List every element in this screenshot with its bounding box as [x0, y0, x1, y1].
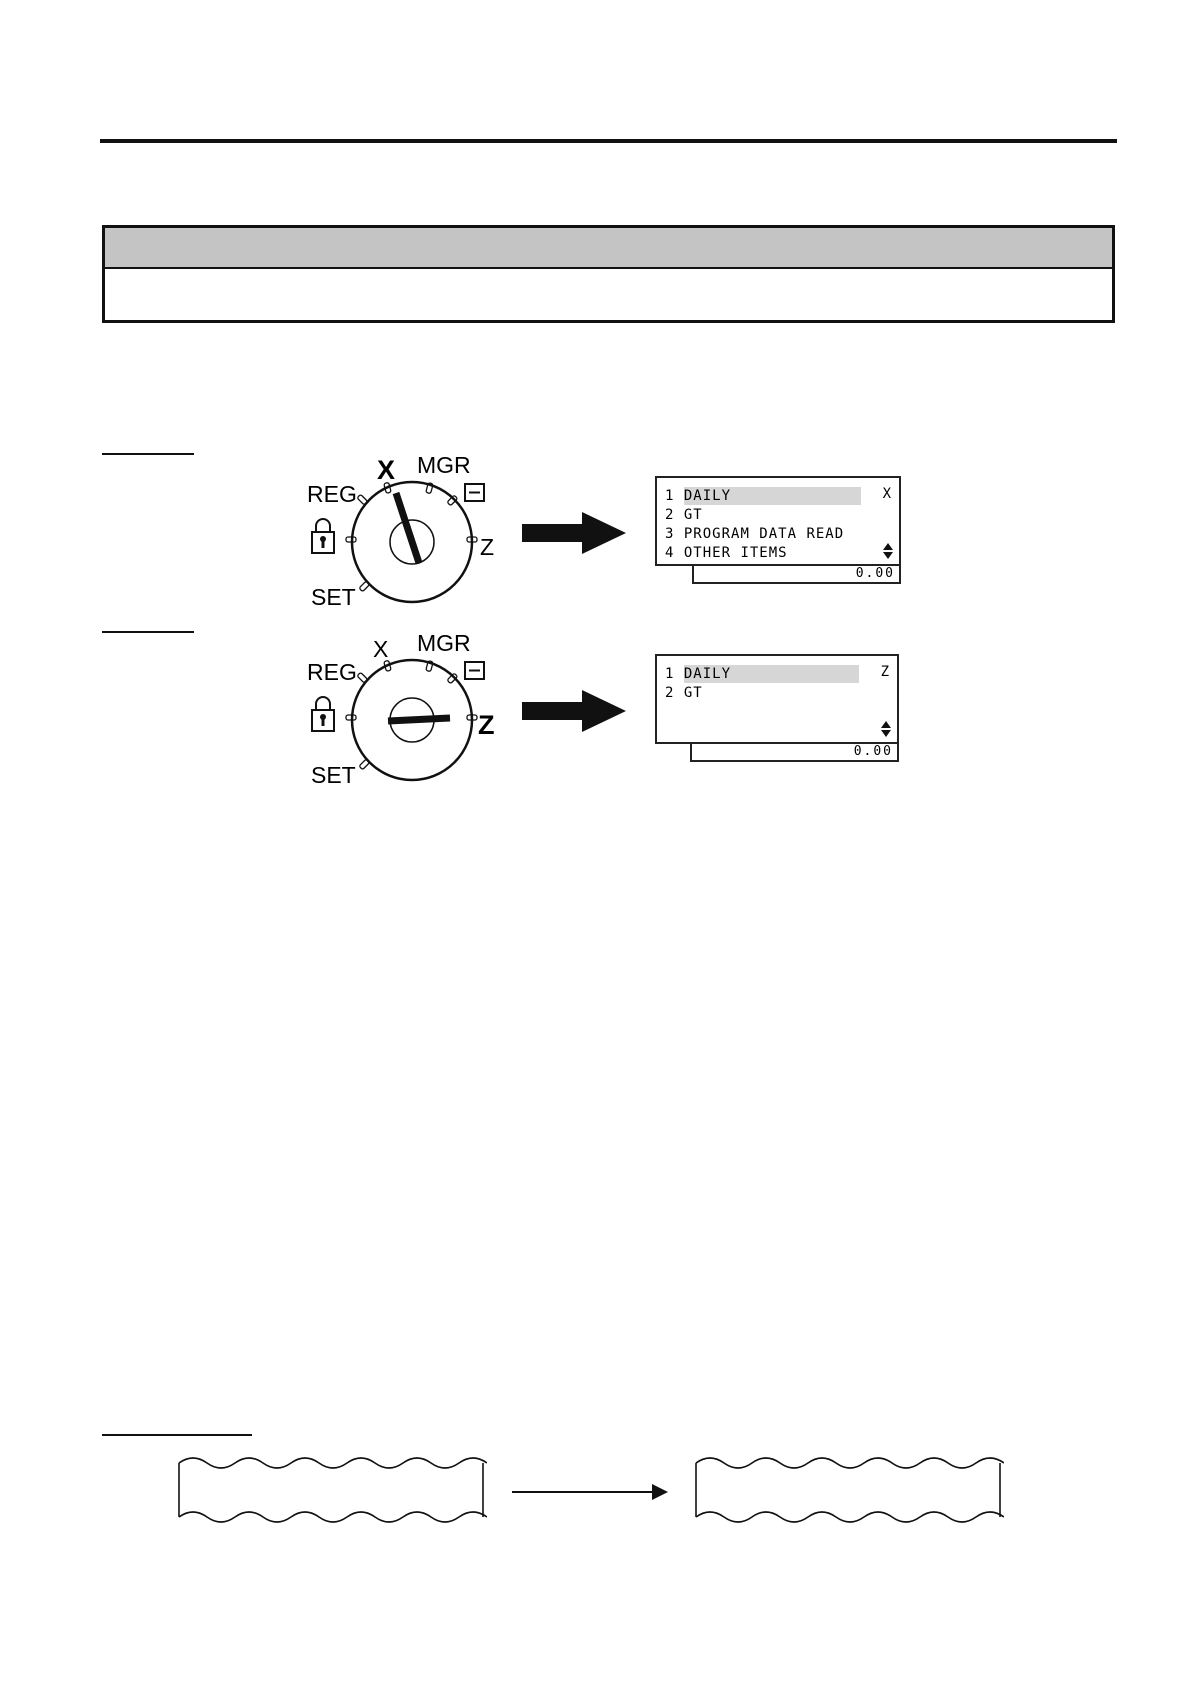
lock-icon [312, 697, 334, 731]
display-z [655, 654, 899, 744]
dial-label-set: SET [311, 584, 356, 610]
scroll-updown-icon [883, 543, 893, 559]
info-box-heading [105, 228, 1112, 269]
dial-tick [359, 581, 370, 592]
section-underline-bottom [102, 1434, 252, 1436]
dial-tick [359, 759, 370, 770]
dial-label-set: SET [311, 762, 356, 788]
dial-label-mgr: MGR [417, 630, 471, 656]
arrow-right-icon [510, 1480, 670, 1504]
dial-tick [357, 672, 368, 683]
dial-label-mgr: MGR [417, 452, 471, 478]
dial-label-z: Z [478, 710, 495, 740]
minus-box-icon [465, 662, 484, 679]
display-x-mode: X [882, 486, 891, 502]
lock-icon [312, 519, 334, 553]
display-x-item-2: 2 GT [665, 507, 703, 523]
dial-label-x: X [373, 636, 389, 662]
receipt-strip-left [175, 1455, 487, 1525]
dial-label-x: X [377, 455, 396, 485]
dial-label-reg: REG [307, 659, 357, 685]
info-box [102, 225, 1115, 323]
display-x-total: 0.00 [692, 566, 901, 584]
display-x [655, 476, 901, 566]
display-x-item-4: 4 OTHER ITEMS [665, 545, 788, 561]
display-z-item-1: 1 DAILY [665, 665, 859, 683]
minus-box-icon [465, 484, 484, 501]
receipt-strip-right [692, 1455, 1004, 1525]
section-underline-z [102, 631, 194, 633]
scroll-updown-icon [881, 721, 891, 737]
arrow-right-icon [520, 688, 630, 734]
display-z-total: 0.00 [690, 744, 899, 762]
dial-label-reg: REG [307, 481, 357, 507]
dial-tick [357, 494, 368, 505]
display-z-mode: Z [880, 664, 889, 680]
dial-label-z: Z [480, 534, 495, 560]
section-underline-x [102, 453, 194, 455]
page-top-rule [100, 139, 1117, 143]
display-x-item-1: 1 DAILY [665, 487, 861, 505]
arrow-right-icon [520, 510, 630, 556]
display-x-item-3: 3 PROGRAM DATA READ [665, 526, 845, 542]
display-z-item-2: 2 GT [665, 685, 703, 701]
dial-pointer [388, 718, 450, 721]
